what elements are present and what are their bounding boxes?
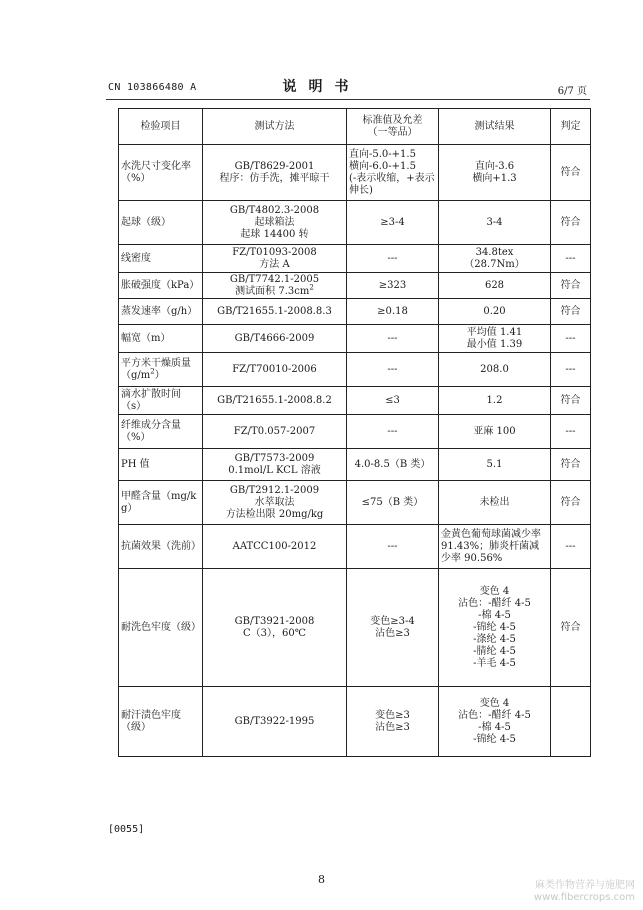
result-cell-text: 金黄色葡萄球菌减少率 91.43%；肺炎杆菌减少率 90.56% <box>441 528 541 564</box>
table-row <box>119 245 591 273</box>
verdict-cell-text: 符合 <box>560 394 581 406</box>
item-cell-text: 水洗尺寸变化率（%） <box>121 160 191 184</box>
result-cell <box>439 569 551 687</box>
verdict-cell <box>551 299 591 325</box>
verdict-cell <box>551 525 591 569</box>
table-row <box>119 687 591 757</box>
item-cell-tail: ） <box>154 369 165 381</box>
result-cell <box>439 481 551 525</box>
item-cell-text: 耐汗渍色牢度（级） <box>121 709 181 733</box>
method-cell <box>203 353 347 387</box>
header-text: （一等品） <box>367 126 418 138</box>
verdict-cell-text: 符合 <box>560 458 581 470</box>
result-cell-text: -羊毛 4-5 <box>473 657 516 669</box>
item-cell <box>119 525 203 569</box>
method-cell-text: GB/T7573-2009 <box>234 452 315 464</box>
item-cell-text: 平方米干燥质量$(g/m^2)$ <box>121 357 191 381</box>
standard-cell <box>347 299 439 325</box>
method-cell <box>203 481 347 525</box>
method-cell <box>203 387 347 415</box>
method-cell <box>203 145 347 201</box>
result-cell <box>439 687 551 757</box>
standard-cell <box>347 353 439 387</box>
result-cell-text: -锦纶 4-5 <box>473 621 516 633</box>
method-cell-text: GB/T4802.3-2008 <box>229 204 320 216</box>
method-cell-text: 方法检出限 20mg/kg <box>225 508 324 520</box>
verdict-cell <box>551 481 591 525</box>
standard-cell-text: ≤3 <box>385 394 400 406</box>
item-cell <box>119 387 203 415</box>
standard-cell-text: 横向-6.0-+1.5 <box>349 160 416 172</box>
result-cell <box>439 145 551 201</box>
item-cell-text: 抗菌效果（洗前） <box>121 540 201 552</box>
result-cell <box>439 415 551 449</box>
table-row <box>119 299 591 325</box>
verdict-cell <box>551 201 591 245</box>
verdict-cell-text: 符合 <box>560 279 581 291</box>
table-row <box>119 415 591 449</box>
header-method <box>203 109 347 145</box>
item-cell <box>119 273 203 299</box>
header-text: 判定 <box>560 120 581 132</box>
method-cell <box>203 325 347 353</box>
verdict-cell-text: 符合 <box>560 166 581 178</box>
result-cell <box>439 353 551 387</box>
method-cell-text: FZ/T01093-2008 <box>232 246 317 258</box>
header-item <box>119 109 203 145</box>
verdict-cell <box>551 415 591 449</box>
method-cell-text: 测试面积 $7.3cm^2$ <box>235 283 314 297</box>
method-cell-text: 0.1mol/L KCL 溶液 <box>228 464 321 476</box>
result-cell-text: 208.0 <box>480 363 509 375</box>
item-cell <box>119 325 203 353</box>
method-cell-text: 方法 A <box>259 258 290 270</box>
result-cell-text: -涤纶 4-5 <box>473 633 516 645</box>
standard-cell <box>347 569 439 687</box>
standard-cell-text: 沾色≥3 <box>375 627 410 639</box>
standard-cell <box>347 481 439 525</box>
header-verdict <box>551 109 591 145</box>
header-text: 测试结果 <box>474 120 515 132</box>
result-cell-text: -棉 4-5 <box>478 721 511 733</box>
paragraph-number: [0055] <box>108 824 145 835</box>
standard-cell <box>347 145 439 201</box>
item-cell-text: 纤维成分含量（%） <box>121 419 181 443</box>
item-cell-text: 蒸发速率（g/h） <box>121 305 198 317</box>
table-row <box>119 481 591 525</box>
standard-cell <box>347 525 439 569</box>
method-cell-text: AATCC100-2012 <box>232 540 317 552</box>
document-title: 说明书 <box>282 79 361 95</box>
standard-cell <box>347 325 439 353</box>
method-cell-text: GB/T2912.1-2009 <box>229 484 320 496</box>
table-row <box>119 145 591 201</box>
result-cell-text: -腈纶 4-5 <box>473 645 516 657</box>
method-cell-text: 起球箱法 <box>254 216 295 228</box>
method-cell <box>203 299 347 325</box>
result-cell-text: -锦纶 4-5 <box>473 733 516 745</box>
method-cell <box>203 687 347 757</box>
result-cell-text: 横向+1.3 <box>472 172 517 184</box>
method-cell-text: GB/T3922-1995 <box>234 715 315 727</box>
standard-cell-text: ≥0.18 <box>377 305 408 317</box>
method-cell <box>203 525 347 569</box>
result-cell-text: 3-4 <box>486 216 503 228</box>
table-row <box>119 325 591 353</box>
watermark-line: 麻类作物营养与施肥网 <box>535 880 635 891</box>
verdict-cell-text: --- <box>565 425 576 437</box>
item-cell-text: 幅宽（m） <box>121 332 171 344</box>
method-cell-text: GB/T3921-2008 <box>234 615 315 627</box>
verdict-cell <box>551 353 591 387</box>
verdict-cell <box>551 449 591 481</box>
table-row <box>119 449 591 481</box>
standard-cell-text: ≥323 <box>378 279 407 291</box>
verdict-cell-text: 符合 <box>560 305 581 317</box>
item-cell-text: 滴水扩散时间（s） <box>121 388 181 412</box>
watermark-line: www.fibercrops.com <box>533 892 635 903</box>
table-row <box>119 525 591 569</box>
standard-cell-text: ≥3-4 <box>380 216 405 228</box>
method-cell <box>203 201 347 245</box>
result-cell-text: 变色 4 <box>479 585 510 597</box>
verdict-cell <box>551 687 591 757</box>
method-cell-text: GB/T7742.1-2005 <box>229 273 320 285</box>
result-cell-text: 628 <box>484 279 505 291</box>
table-row <box>119 201 591 245</box>
page-number: 8 <box>318 873 325 886</box>
result-cell <box>439 325 551 353</box>
method-cell <box>203 415 347 449</box>
method-cell-text: C（3），60℃ <box>243 627 306 639</box>
standard-cell <box>347 245 439 273</box>
result-cell <box>439 387 551 415</box>
item-cell-text: 胀破强度（kPa） <box>121 279 200 291</box>
item-cell <box>119 569 203 687</box>
method-cell-text: GB/T8629-2001 <box>234 160 315 172</box>
result-cell-text: 1.2 <box>486 394 503 406</box>
item-cell <box>119 201 203 245</box>
table-row <box>119 273 591 299</box>
publication-number: CN 103866480 A <box>108 82 197 93</box>
standard-cell <box>347 415 439 449</box>
standard-cell-text: (-表示收缩，+表示伸长) <box>349 172 435 196</box>
standard-cell <box>347 273 439 299</box>
standard-cell <box>347 201 439 245</box>
standard-cell <box>347 387 439 415</box>
method-cell-text: 程序：仿手洗，摊平晾干 <box>219 172 330 184</box>
standard-cell-text: ≤75（B 类） <box>361 496 424 508</box>
standard-cell-text: 直向-5.0-+1.5 <box>349 148 416 160</box>
result-cell-text: 沾色：-醋纤 4-5 <box>458 597 531 609</box>
item-cell-text: 甲醛含量（mg/kg） <box>121 490 197 514</box>
watermark <box>534 880 635 904</box>
verdict-cell-text: --- <box>565 252 576 264</box>
verdict-cell <box>551 387 591 415</box>
result-cell-text: 34.8tex <box>475 246 514 258</box>
verdict-cell <box>551 145 591 201</box>
page-info: 6/7 页 <box>557 86 587 97</box>
item-cell <box>119 353 203 387</box>
result-cell-text: 平均值 1.41 <box>466 326 523 338</box>
table-row <box>119 569 591 687</box>
page-header <box>0 76 643 98</box>
result-cell-text: 未检出 <box>479 496 510 508</box>
result-cell-text: 5.1 <box>486 458 503 470</box>
item-cell <box>119 415 203 449</box>
table-row <box>119 353 591 387</box>
result-cell-text: -棉 4-5 <box>478 609 511 621</box>
standard-cell-text: --- <box>387 332 398 344</box>
table-body <box>119 145 591 757</box>
standard-cell-text: 变色≥3 <box>375 709 410 721</box>
standard-cell-text: 4.0-8.5（B 类） <box>354 458 431 470</box>
method-cell-text: GB/T21655.1-2008.8.3 <box>217 305 332 317</box>
standard-cell-text: --- <box>387 363 398 375</box>
result-cell <box>439 273 551 299</box>
method-cell <box>203 449 347 481</box>
verdict-cell <box>551 325 591 353</box>
item-cell <box>119 481 203 525</box>
header-standard <box>347 109 439 145</box>
verdict-cell <box>551 245 591 273</box>
header-text: 检验项目 <box>140 120 181 132</box>
method-cell-superscript: 2 <box>309 283 314 292</box>
table-header-row <box>119 109 591 145</box>
item-cell-text: PH 值 <box>121 458 150 470</box>
result-cell-text: 变色 4 <box>479 697 510 709</box>
standard-cell-text: 沾色≥3 <box>375 721 410 733</box>
result-cell-text: （28.7Nm） <box>464 258 525 270</box>
item-cell <box>119 449 203 481</box>
item-cell <box>119 687 203 757</box>
item-cell-text: 线密度 <box>121 252 151 264</box>
method-cell-text: 水萃取法 <box>254 496 295 508</box>
method-cell-text: FZ/T0.057-2007 <box>233 425 316 437</box>
verdict-cell-text: --- <box>565 540 576 552</box>
header-text: 测试方法 <box>254 120 295 132</box>
result-cell <box>439 525 551 569</box>
verdict-cell <box>551 569 591 687</box>
item-cell-superscript: 2 <box>150 367 155 376</box>
result-cell <box>439 449 551 481</box>
item-cell-text: 耐洗色牢度（级） <box>121 621 201 633</box>
standard-cell-text: 变色≥3-4 <box>370 615 415 627</box>
method-cell <box>203 569 347 687</box>
result-cell <box>439 201 551 245</box>
method-cell <box>203 273 347 299</box>
verdict-cell <box>551 273 591 299</box>
standard-cell-text: --- <box>387 425 398 437</box>
result-cell-text: 亚麻 100 <box>473 425 516 437</box>
standard-cell <box>347 449 439 481</box>
result-cell-text: 沾色：-醋纤 4-5 <box>458 709 531 721</box>
method-cell-text: FZ/T70010-2006 <box>232 363 317 375</box>
header-text: 标准值及允差 <box>362 114 423 126</box>
test-results-table <box>118 108 591 757</box>
item-cell <box>119 245 203 273</box>
table-row <box>119 387 591 415</box>
header-result <box>439 109 551 145</box>
method-cell-text: GB/T21655.1-2008.8.2 <box>217 394 332 406</box>
result-cell-text: 直向-3.6 <box>474 160 515 172</box>
verdict-cell-text: 符合 <box>560 496 581 508</box>
standard-cell-text: --- <box>387 540 398 552</box>
result-cell-text: 0.20 <box>483 305 506 317</box>
verdict-cell-text: --- <box>565 363 576 375</box>
verdict-cell-text: --- <box>565 332 576 344</box>
method-cell-text: GB/T4666-2009 <box>234 332 315 344</box>
header-rule <box>106 99 590 100</box>
item-cell <box>119 145 203 201</box>
method-cell-text: 起球 14400 转 <box>240 228 309 240</box>
standard-cell <box>347 687 439 757</box>
result-cell <box>439 245 551 273</box>
verdict-cell-text: 符合 <box>560 216 581 228</box>
item-cell <box>119 299 203 325</box>
verdict-cell-text: 符合 <box>560 621 581 633</box>
standard-cell-text: --- <box>387 252 398 264</box>
method-cell <box>203 245 347 273</box>
result-cell <box>439 299 551 325</box>
item-cell-text: 起球（级） <box>121 216 171 228</box>
result-cell-text: 最小值 1.39 <box>466 338 523 350</box>
